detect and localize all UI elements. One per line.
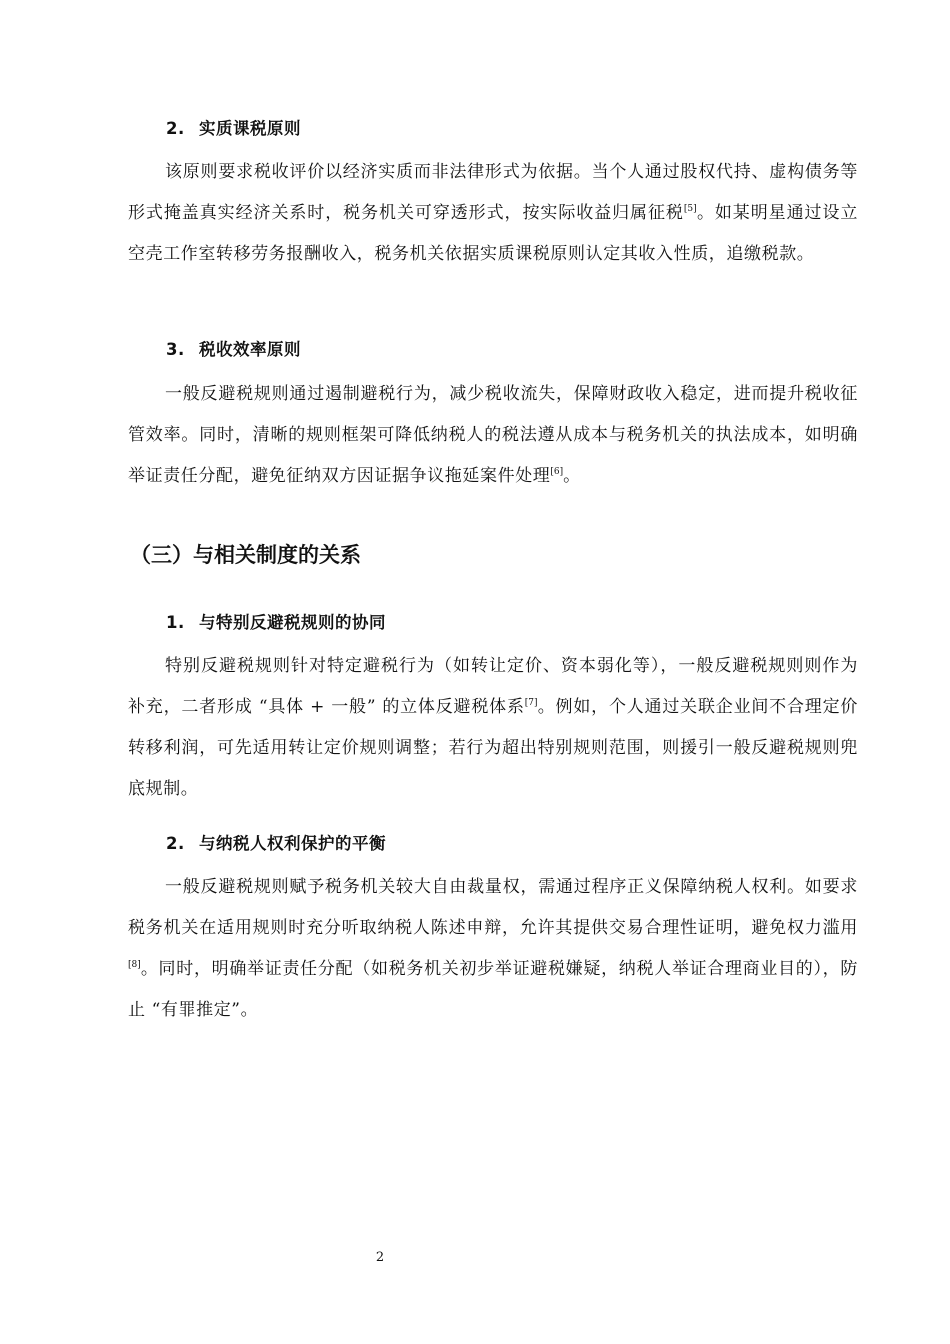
paragraph-text: 。同时，明确举证责任分配（如税务机关初步举证避税嫌疑，纳税人举证合理商业目的），防止 “有罪推定”。 — [128, 959, 858, 1020]
heading-special-rules — [166, 612, 386, 634]
paragraph-text: 。 — [563, 466, 581, 486]
citation-ref[interactable]: [5] — [683, 204, 697, 214]
citation-ref[interactable]: [6] — [550, 467, 564, 477]
heading-title: 实质课税原则 — [199, 119, 301, 138]
paragraph-tax-efficiency — [128, 374, 858, 497]
page-number: 2 — [375, 1250, 385, 1265]
paragraph-text: 一般反避税规则赋予税务机关较大自由裁量权，需通过程序正义保障纳税人权利。如要求税务机关在适用规则时充分听取纳税人陈述申辩，允许其提供交易合理性证明，避免权力滥用 — [128, 877, 858, 938]
paragraph-text: 。例如，个人通过关联企业间不合理定价转移利润，可先适用转让定价规则调整；若行为超出特别规则范围，则援引一般反避税规则兜底规制。 — [128, 697, 858, 799]
heading-substantive-taxation — [166, 118, 301, 140]
paragraph-substantive-taxation — [128, 152, 858, 275]
paragraph-taxpayer-rights — [128, 867, 858, 1031]
heading-title: 税收效率原则 — [199, 340, 301, 359]
heading-number: 1. — [166, 613, 185, 632]
paragraph-text: 一般反避税规则通过遏制避税行为，减少税收流失，保障财政收入稳定，进而提升税收征管效率。同时，清晰的规则框架可降低纳税人的税法遵从成本与税务机关的执法成本，如明确举证责任分配，避免征纳双方因证据争议拖延案件处理 — [128, 384, 858, 486]
heading-tax-efficiency — [166, 339, 301, 361]
heading-number: 2. — [166, 119, 185, 138]
heading-number: 3. — [166, 340, 185, 359]
citation-ref[interactable]: [8] — [128, 960, 141, 970]
heading-taxpayer-rights — [166, 833, 386, 855]
paragraph-special-rules — [128, 646, 858, 810]
section-heading: （三）与相关制度的关系 — [130, 543, 361, 567]
heading-number: 2. — [166, 834, 185, 853]
paragraph-text: 特别反避税规则针对特定避税行为（如转让定价、资本弱化等），一般反避税规则则作为补充，二者形成 “具体 + 一般” 的立体反避税体系 — [128, 656, 858, 717]
paragraph-text: 该原则要求税收评价以经济实质而非法律形式为依据。当个人通过股权代持、虚构债务等形式掩盖真实经济关系时，税务机关可穿透形式，按实际收益归属征税 — [128, 162, 858, 223]
heading-title: 与纳税人权利保护的平衡 — [199, 834, 386, 853]
heading-title: 与特别反避税规则的协同 — [199, 613, 386, 632]
citation-ref[interactable]: [7] — [524, 698, 538, 708]
paragraph-text: 。如某明星通过设立空壳工作室转移劳务报酬收入，税务机关依据实质课税原则认定其收入性质，追缴税款。 — [128, 203, 858, 264]
